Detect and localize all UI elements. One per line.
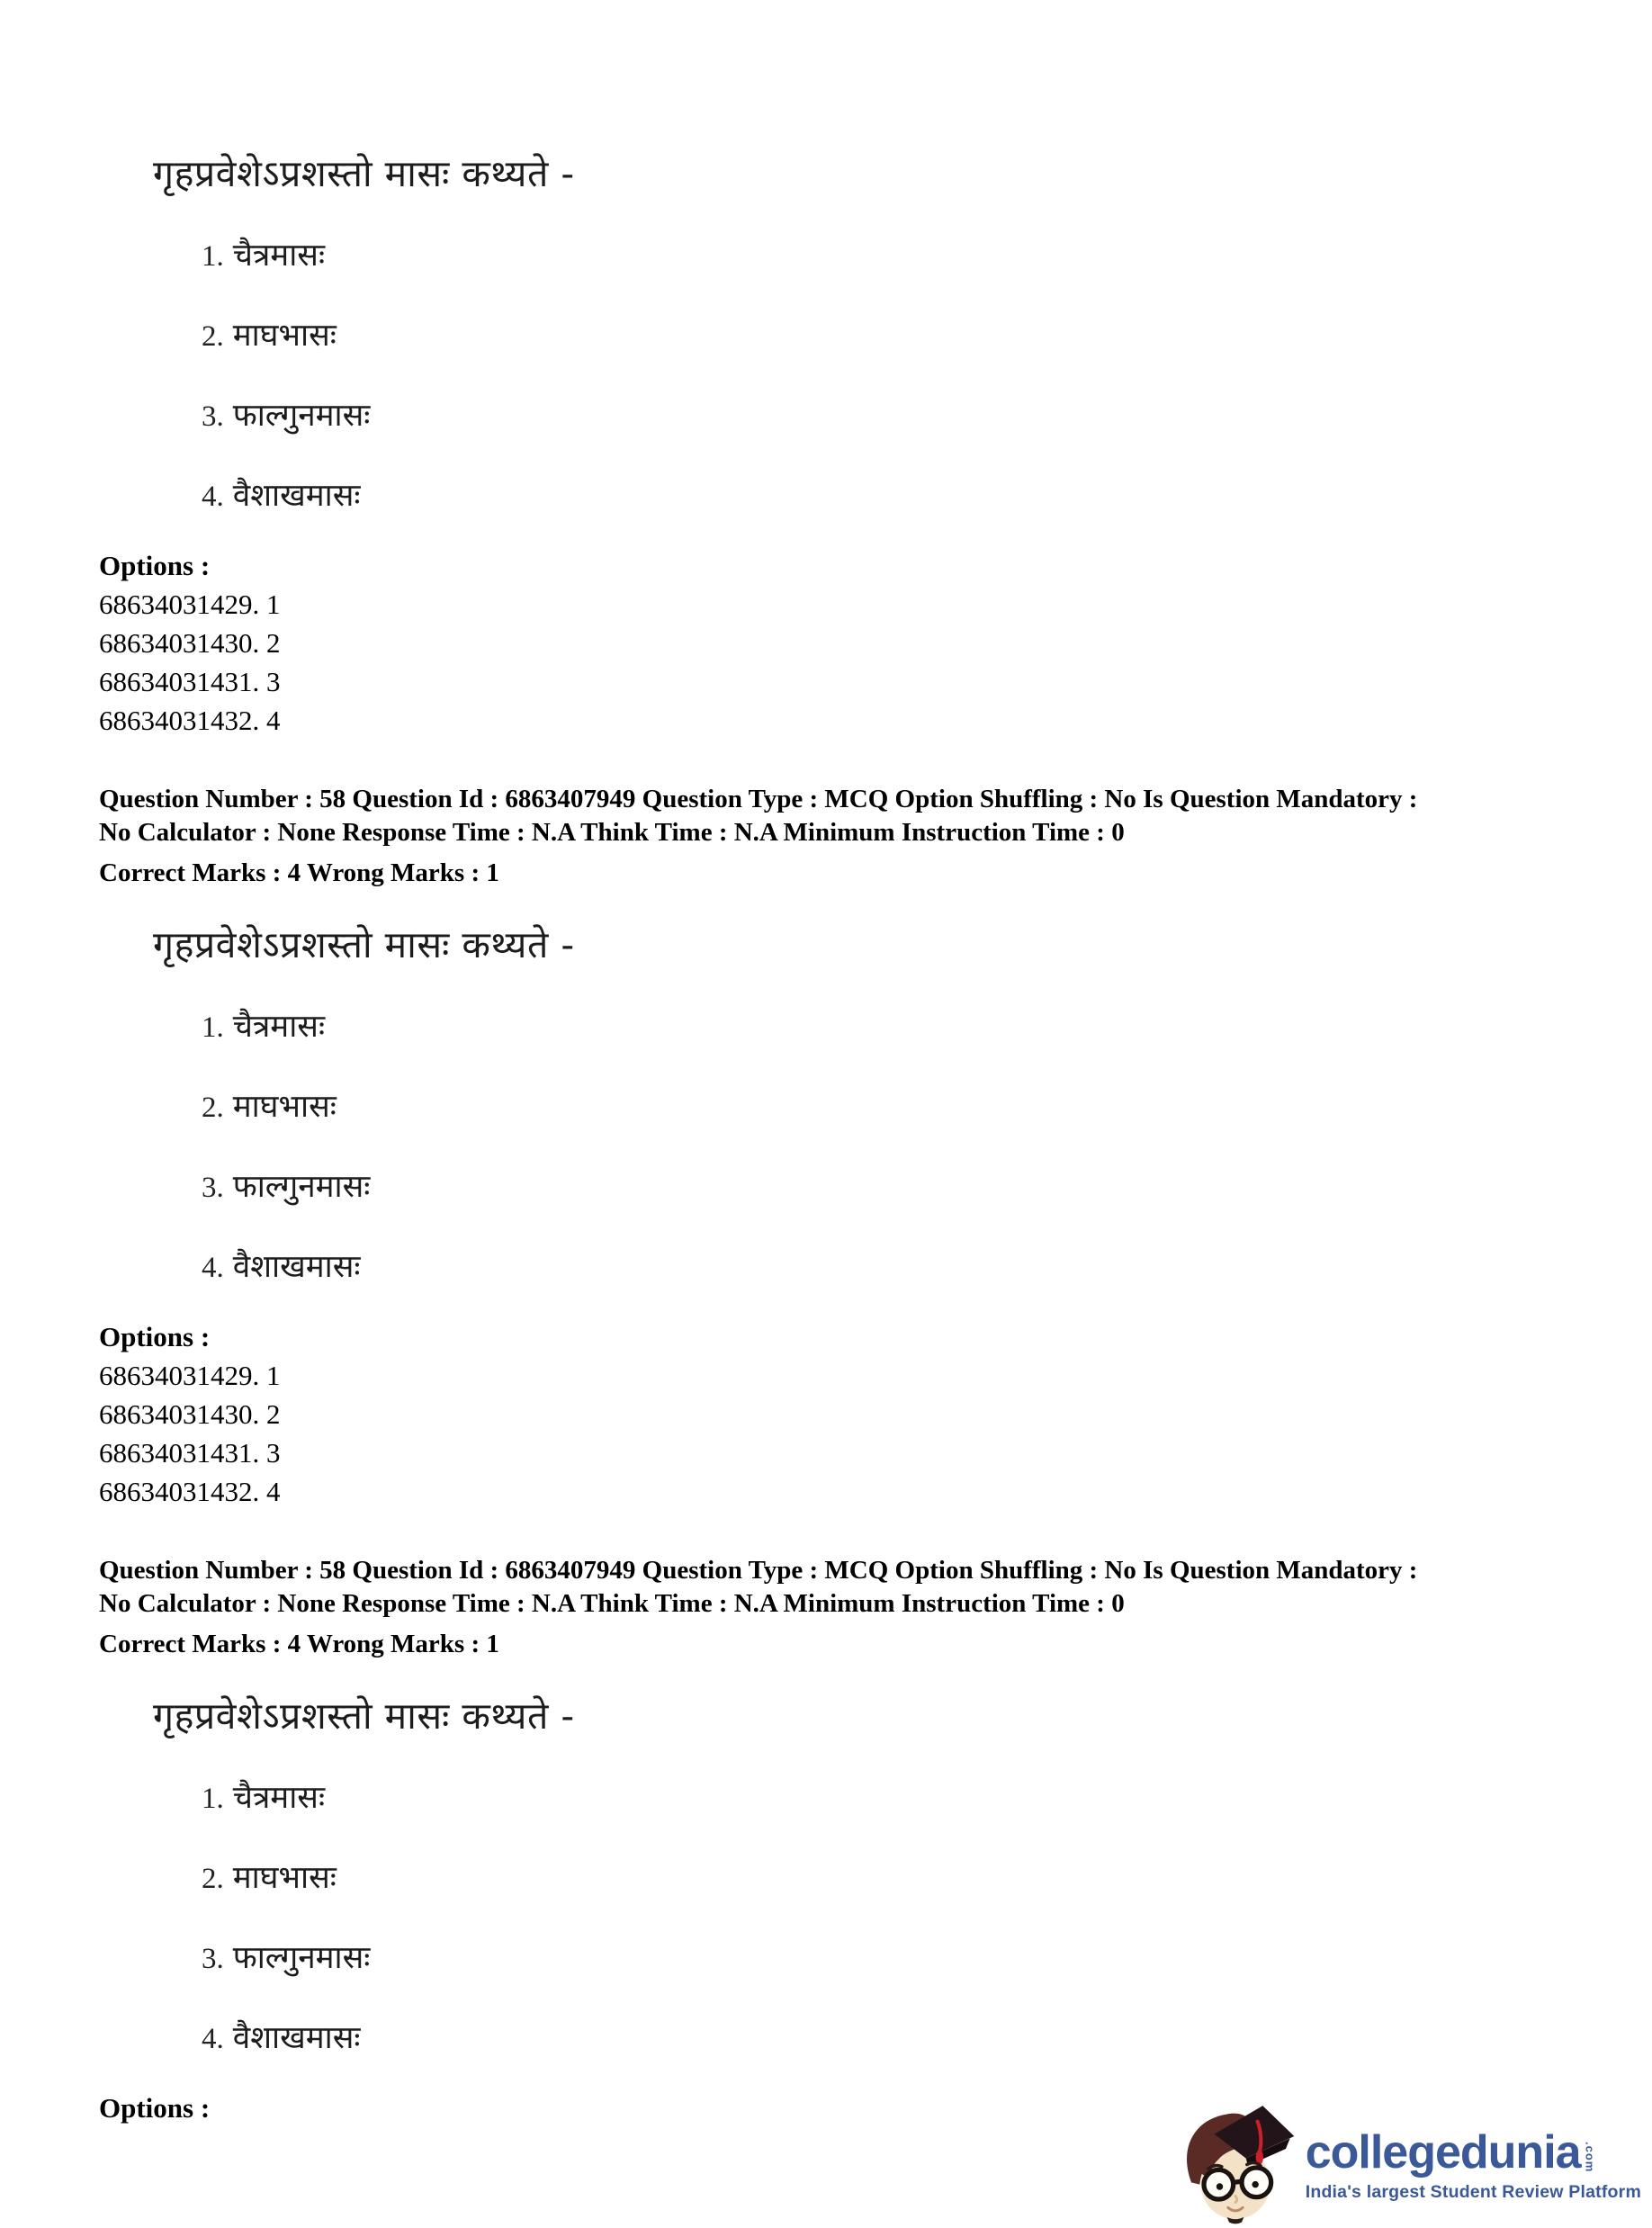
brand-tagline: India's largest Student Review Platform xyxy=(1305,2182,1641,2202)
choice-number: 2. xyxy=(202,1863,224,1895)
choice-4 xyxy=(202,476,1616,517)
choice-3 xyxy=(202,1938,1616,1979)
choice-number: 1. xyxy=(202,1011,224,1044)
question-metadata xyxy=(99,1554,1616,1661)
choice-label: चैत्रमासः xyxy=(232,1009,326,1045)
question-block-2 xyxy=(99,922,1616,1661)
choice-3 xyxy=(202,1167,1616,1208)
choice-number: 4. xyxy=(202,2023,224,2055)
choice-number: 3. xyxy=(202,1172,224,1204)
choice-label: वैशाखमासः xyxy=(232,1249,361,1285)
option-id-line: 68634031430. 2 xyxy=(99,1398,281,1430)
brand-text: collegedunia xyxy=(1305,2126,1581,2179)
option-id-line: 68634031429. 1 xyxy=(99,1360,281,1391)
choice-2 xyxy=(202,316,1616,356)
choice-1 xyxy=(202,1778,1616,1819)
choice-4 xyxy=(202,2018,1616,2059)
choice-label: माघभासः xyxy=(232,1860,337,1896)
collegedunia-logo xyxy=(1167,2098,1641,2224)
option-id-line: 68634031431. 3 xyxy=(99,666,281,697)
choice-4 xyxy=(202,1247,1616,1288)
choice-1 xyxy=(202,236,1616,276)
choice-label: चैत्रमासः xyxy=(232,238,326,274)
option-id-line: 68634031432. 4 xyxy=(99,705,281,736)
choice-2 xyxy=(202,1087,1616,1127)
metadata-line: Question Number : 58 Question Id : 6863407949 Question Type : MCQ Option Shuffling : No Is Question Mandatory : xyxy=(99,1556,1418,1585)
choice-number: 3. xyxy=(202,1943,224,1975)
choice-number: 4. xyxy=(202,481,224,513)
choice-label: माघभासः xyxy=(232,1089,337,1125)
options-heading: Options : xyxy=(99,1321,211,1352)
question-stem: गृहप्रवेशेऽप्रशस्तो मासः कथ्यते - xyxy=(153,1694,575,1738)
choice-label: फाल्गुनमासः xyxy=(232,1169,371,1205)
options-heading: Options : xyxy=(99,2092,211,2124)
metadata-line: No Calculator : None Response Time : N.A Think Time : N.A Minimum Instruction Time : 0 xyxy=(99,818,1125,847)
choice-number: 1. xyxy=(202,240,224,273)
choice-1 xyxy=(202,1007,1616,1047)
question-stem: गृहप्रवेशेऽप्रशस्तो मासः कथ्यते - xyxy=(153,923,575,966)
choice-label: वैशाखमासः xyxy=(232,478,361,514)
mascot-icon xyxy=(1167,2098,1304,2224)
option-id-line: 68634031430. 2 xyxy=(99,627,281,659)
choice-number: 2. xyxy=(202,1092,224,1124)
question-block-1 xyxy=(99,151,1616,890)
choice-label: चैत्रमासः xyxy=(232,1780,326,1816)
option-id-line: 68634031431. 3 xyxy=(99,1437,281,1469)
choice-number: 2. xyxy=(202,320,224,353)
choice-number: 1. xyxy=(202,1783,224,1815)
choice-number: 3. xyxy=(202,400,224,433)
metadata-line: Question Number : 58 Question Id : 6863407949 Question Type : MCQ Option Shuffling : No Is Question Mandatory : xyxy=(99,785,1418,813)
marks-line: Correct Marks : 4 Wrong Marks : 1 xyxy=(99,1630,499,1658)
choice-2 xyxy=(202,1858,1616,1899)
options-heading: Options : xyxy=(99,550,211,581)
option-id-line: 68634031429. 1 xyxy=(99,588,281,620)
question-stem: गृहप्रवेशेऽप्रशस्तो मासः कथ्यते - xyxy=(153,152,575,195)
marks-line: Correct Marks : 4 Wrong Marks : 1 xyxy=(99,858,499,887)
question-block-3 xyxy=(99,1693,1616,2127)
choice-label: फाल्गुनमासः xyxy=(232,1940,371,1976)
choice-number: 4. xyxy=(202,1252,224,1284)
metadata-line: No Calculator : None Response Time : N.A Think Time : N.A Minimum Instruction Time : 0 xyxy=(99,1589,1125,1618)
choice-label: माघभासः xyxy=(232,318,337,354)
brand-tld: .com xyxy=(1583,2142,1597,2173)
question-metadata xyxy=(99,783,1616,890)
choice-label: वैशाखमासः xyxy=(232,2020,361,2056)
option-id-line: 68634031432. 4 xyxy=(99,1476,281,1507)
choice-label: फाल्गुनमासः xyxy=(232,398,371,434)
choice-3 xyxy=(202,396,1616,436)
